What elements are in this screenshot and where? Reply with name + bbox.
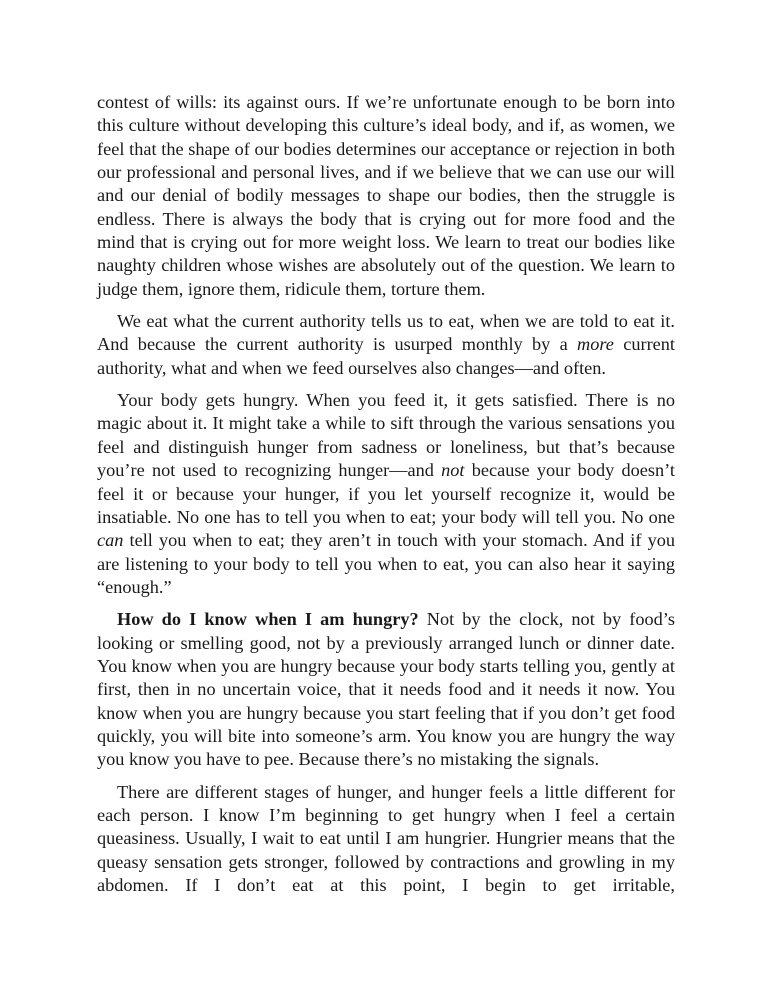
paragraph-3-text-c: tell you when to eat; they aren’t in touch with your stomach. And if you are listening to your body to tell you when to eat, you can also hear it saying “enough.” (97, 530, 675, 597)
paragraph-3 (97, 389, 675, 599)
paragraph-1-text: contest of wills: its against ours. If we’re unfortunate enough to be born into this culture without developing this culture’s ideal body, and if, as women, we feel that the shape of our bodies determines our acceptance or rejection in both our professional and personal lives, and if we believe that we can use our will and our denial of bodily messages to shape our bodies, then the struggle is endless. There is always the body that is crying out for more food and the mind that is crying out for more weight loss. We learn to treat our bodies like naughty children whose wishes are absolutely out of the question. We learn to judge them, ignore them, ridicule them, torture them. (97, 92, 675, 299)
paragraph-2-text-a: We eat what the current authority tells us to eat, when we are told to eat it. And because the current authority is usurped monthly by a (97, 311, 675, 355)
paragraph-2 (97, 310, 675, 380)
paragraph-5 (97, 781, 675, 898)
paragraph-3-emphasis-not: not (441, 460, 465, 481)
paragraph-3-emphasis-can: can (97, 530, 124, 551)
paragraph-5-text: There are different stages of hunger, and hunger feels a little different for each person. I know I’m beginning to get hungry when I feel a certain queasiness. Usually, I wait to eat until I am hungrier. Hungrier means that the queasy sensation gets stronger, followed by contractions and growling in my abdomen. If I don’t eat at this point, I begin to get irritable, (97, 781, 675, 895)
paragraph-1 (97, 91, 675, 301)
paragraph-4 (97, 608, 675, 771)
paragraph-3-text-a: Your body gets hungry. When you feed it, it gets satisfied. There is no magic about it. It might take a while to sift through the various sensations you feel and distinguish hunger from sadness or loneliness, but that’s because you’re not used to recognizing hunger—and (97, 390, 675, 481)
paragraph-4-question-heading: How do I know when I am hungry? (117, 609, 419, 630)
paragraph-2-text-b: current authority, what and when we feed ourselves also changes—and often. (97, 334, 676, 378)
paragraph-2-emphasis-more: more (577, 334, 614, 355)
page-body (97, 91, 675, 906)
paragraph-4-text: Not by the clock, not by food’s looking or smelling good, not by a previously arranged lunch or dinner date. You know when you are hungry because your body starts telling you, gently at first, then in no uncertain voice, that it needs food and it needs it now. You know when you are hungry because you start feeling that if you don’t get food quickly, you will bite into someone’s arm. You know you are hungry the way you know you have to pee. Because there’s no mistaking the signals. (97, 609, 675, 770)
paragraph-3-text-b: because your body doesn’t feel it or because your hunger, if you let yourself recognize it, would be insatiable. No one has to tell you when to eat; your body will tell you. No one (97, 460, 675, 527)
